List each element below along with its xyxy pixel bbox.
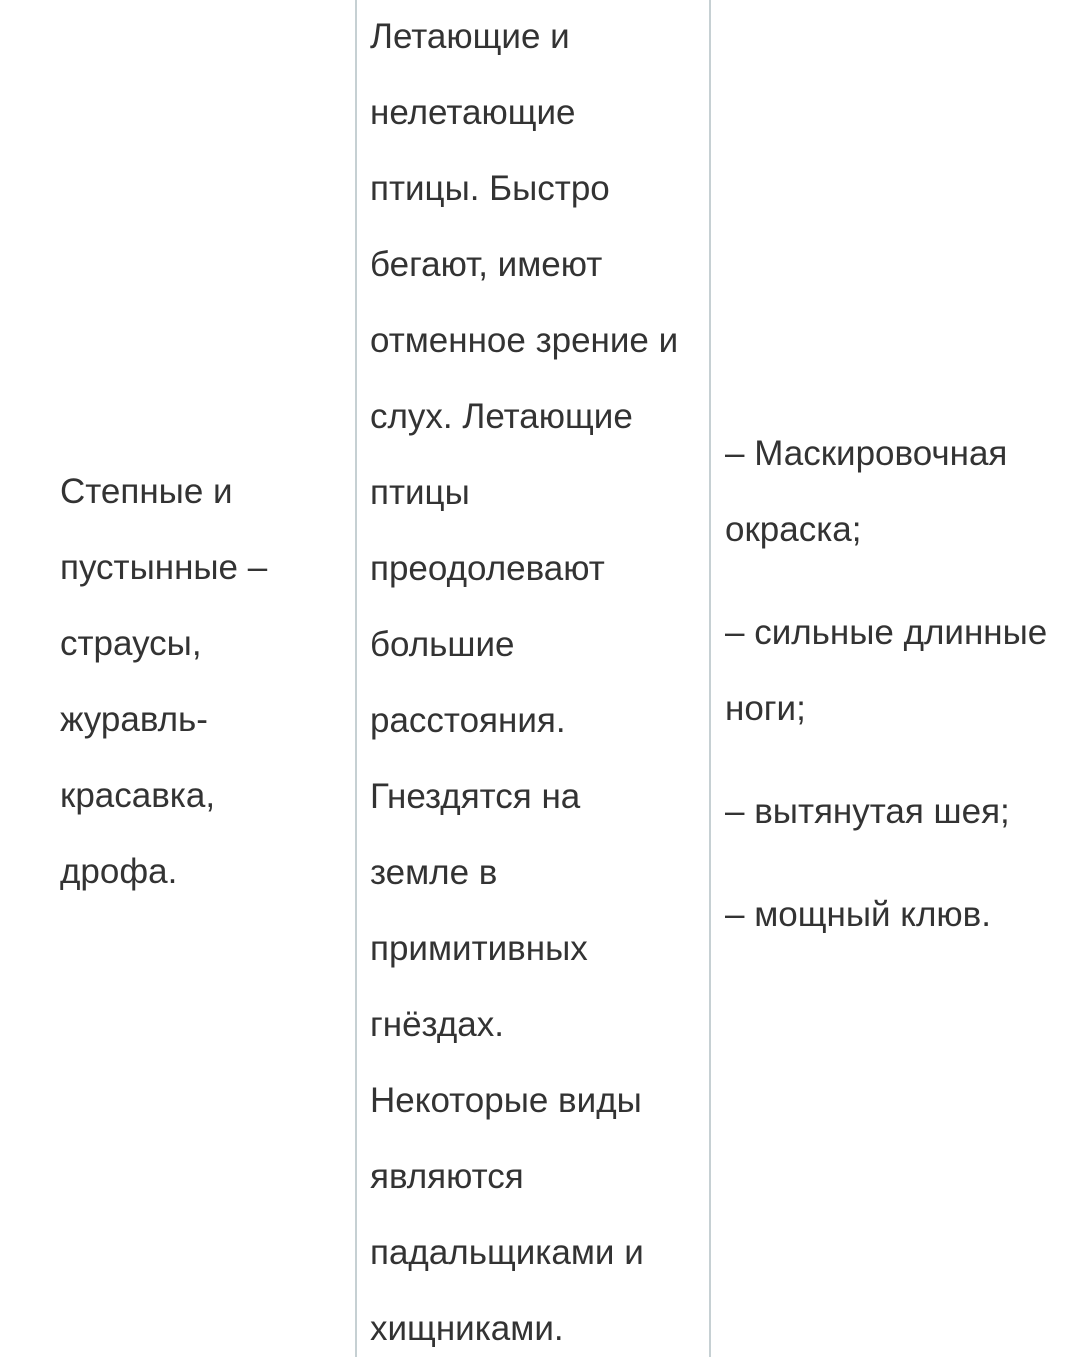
- traits-line: птицы: [370, 473, 470, 512]
- traits-cell: [370, 0, 705, 1367]
- traits-line: бегают, имеют: [370, 245, 603, 284]
- adaptation-line: – сильные длинные: [725, 613, 1048, 652]
- traits-line: отменное зрение и: [370, 321, 679, 360]
- habitat-line: красавка,: [60, 776, 216, 815]
- column-divider: [355, 0, 357, 1357]
- adaptation-line: ноги;: [725, 689, 806, 728]
- traits-line: преодолевают: [370, 549, 605, 588]
- traits-line: Летающие и: [370, 17, 570, 56]
- adaptation-line: окраска;: [725, 510, 862, 549]
- traits-line: нелетающие: [370, 93, 576, 132]
- traits-line: гнёздах.: [370, 1005, 504, 1044]
- habitat-line: Степные и: [60, 472, 233, 511]
- traits-line: падальщиками и: [370, 1233, 644, 1272]
- traits-line: птицы. Быстро: [370, 169, 610, 208]
- traits-line: слух. Летающие: [370, 397, 633, 436]
- traits-line: большие: [370, 625, 515, 664]
- habitat-line: журавль-: [60, 700, 208, 739]
- habitat-line: пустынные –: [60, 548, 268, 587]
- traits-line: Некоторые виды: [370, 1081, 642, 1120]
- traits-line: Гнездятся на: [370, 777, 581, 816]
- adaptation-line: – Маскировочная: [725, 434, 1008, 473]
- traits-line: примитивных: [370, 929, 588, 968]
- traits-line: расстояния.: [370, 701, 566, 740]
- adaptations-cell: [725, 416, 1080, 953]
- traits-line: хищниками.: [370, 1309, 564, 1348]
- habitat-line: страусы,: [60, 624, 202, 663]
- habitat-cell: [60, 454, 350, 910]
- adaptation-line: – мощный клюв.: [725, 895, 991, 934]
- column-divider: [709, 0, 711, 1357]
- adaptation-line: – вытянутая шея;: [725, 792, 1010, 831]
- habitat-line: дрофа.: [60, 852, 178, 891]
- traits-line: земле в: [370, 853, 498, 892]
- traits-line: являются: [370, 1157, 524, 1196]
